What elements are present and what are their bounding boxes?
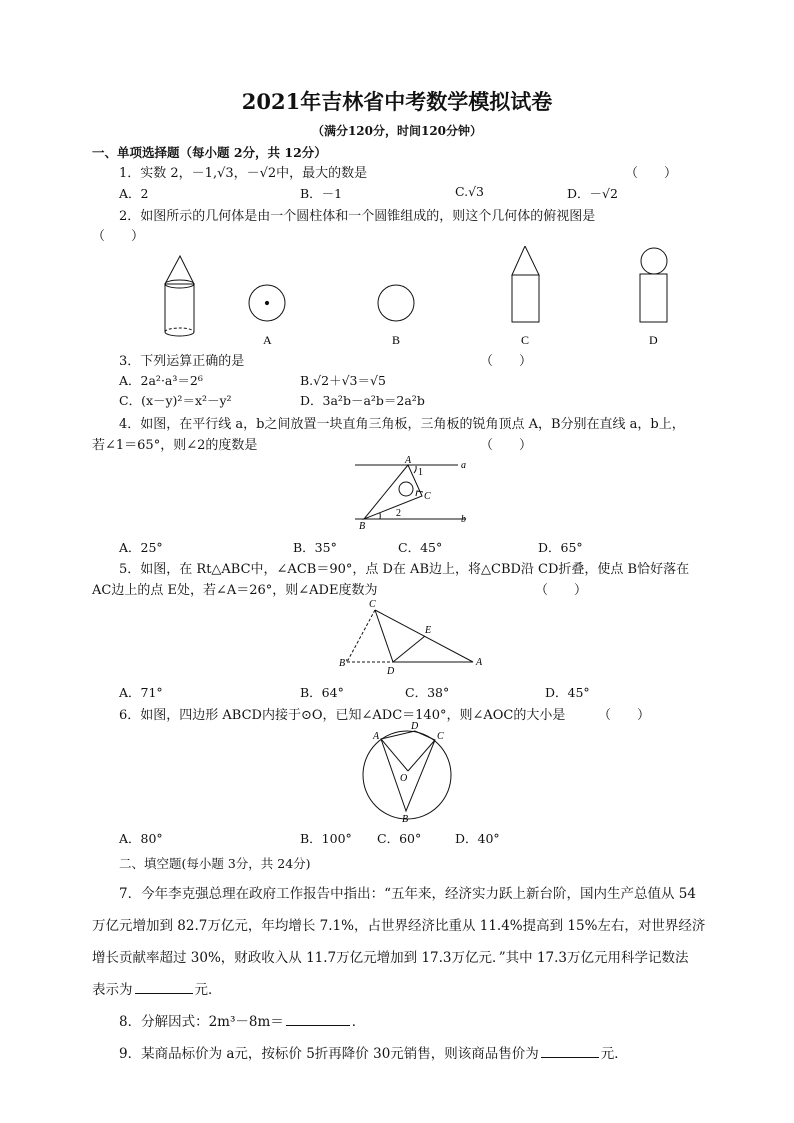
- q4-triangle: [364, 465, 422, 519]
- q2-option-c-view: [512, 246, 539, 322]
- page-subtitle: （满分120分，时间120分钟）: [311, 124, 483, 138]
- q3-option-d: D．3a²b－a²b＝2a²b: [300, 393, 425, 408]
- q3-option-a: A．2a²·a³＝2⁶: [119, 373, 203, 388]
- q6-figure: [360, 718, 460, 826]
- q2-solid-figure: [165, 256, 194, 336]
- q9-prefix: 9．某商品标价为 a元，按标价 5折再降价 30元销售，则该商品售价为: [119, 1046, 539, 1062]
- q1-answer-paren: （ ）: [625, 166, 678, 181]
- q4-label-1: 1: [418, 467, 423, 478]
- q2-label-c: C: [521, 333, 530, 347]
- q4-answer-paren: （ ）: [480, 438, 533, 453]
- q5-option-b: B．64°: [300, 685, 344, 700]
- q8-suffix: ．: [351, 1014, 366, 1030]
- q6-option-c: C．60°: [377, 831, 422, 846]
- q9-line: [119, 1042, 628, 1062]
- q2-option-b-view: [378, 285, 414, 321]
- q4-label-A: A: [405, 455, 412, 466]
- section-fill-heading: 二、填空题(每小题 3分，共 24分): [119, 856, 311, 871]
- q4-triangle-hole: [399, 482, 413, 496]
- q6-stem: 6．如图，四边形 ABCD内接于⊙O，已知∠ADC＝140°，则∠AOC的大小是: [119, 708, 566, 723]
- q3-option-c: C．(x－y)²＝x²－y²: [119, 393, 232, 408]
- q8-prefix: 8．分解因式：2m³－8m＝: [119, 1014, 284, 1030]
- q6-label-O: O: [400, 773, 408, 784]
- q8-line: [119, 1010, 365, 1030]
- q7-line4-suffix: 元．: [194, 982, 222, 998]
- q7-answer-blank[interactable]: [135, 981, 193, 994]
- q5-option-c: C．38°: [405, 685, 450, 700]
- q4-option-a: A．25°: [119, 540, 163, 555]
- q7-line2: 万亿元增加到 82.7万亿元，年均增长 7.1%，占世界经济比重从 11.4%提高到 15%左右，对世界经济: [92, 918, 706, 934]
- q4-option-b: B．35°: [293, 540, 337, 555]
- q4-stem-line2: 若∠1＝65°，则∠2的度数是: [92, 438, 258, 453]
- q4-stem-line1: 4．如图，在平行线 a，b之间放置一块直角三角板，三角板的锐角顶点 A，B分别在直线 a，b上，: [119, 417, 685, 432]
- q2-label-a: A: [263, 333, 272, 347]
- q2-figure: [150, 246, 690, 350]
- q5-option-a: A．71°: [119, 685, 163, 700]
- section-choice-heading: 一、单项选择题（每小题 2分，共 12分）: [92, 145, 327, 160]
- q5-stem-line1: 5．如图，在 Rt△ABC中，∠ACB＝90°，点 D在 AB边上，将△CBD沿 CD折叠，使点 B恰好落在: [119, 562, 690, 577]
- q2-label-d: D: [649, 333, 658, 347]
- q5-label-C: C: [369, 599, 376, 610]
- q5-option-d: D．45°: [545, 685, 590, 700]
- q5-label-E: E: [425, 625, 432, 636]
- q7-line1: 7．今年李克强总理在政府工作报告中指出：“五年来，经济实力跃上新台阶，国内生产总值从 54: [119, 886, 696, 902]
- q5-figure: [335, 595, 495, 681]
- q6-answer-paren: （ ）: [598, 708, 651, 723]
- q8-answer-blank[interactable]: [286, 1013, 350, 1026]
- q5-label-A: A: [476, 657, 483, 668]
- q1-option-d: D．－√2: [567, 186, 618, 201]
- q4-label-b: b: [461, 514, 466, 525]
- q3-stem: 3．下列运算正确的是: [119, 354, 245, 369]
- q2-stem-line1: 2．如图所示的几何体是由一个圆柱体和一个圆锥组成的，则这个几何体的俯视图是: [119, 209, 596, 224]
- q2-label-b: B: [392, 333, 401, 347]
- q7-line3: 增长贡献率超过 30%，财政收入从 11.7万亿元增加到 17.3万亿元．”其中 17.3万亿元用科学记数法: [92, 950, 689, 966]
- q4-option-c: C．45°: [398, 540, 443, 555]
- q3-answer-paren: （ ）: [480, 354, 533, 369]
- q5-label-B: B': [339, 658, 348, 669]
- q6-label-D: D: [411, 721, 419, 732]
- page-title: 2021年吉林省中考数学模拟试卷: [241, 89, 553, 114]
- q2-option-a-view: [249, 285, 285, 321]
- q1-option-b: B．－1: [300, 186, 343, 201]
- q2-option-d-view: [640, 248, 667, 322]
- q4-figure: [350, 453, 490, 533]
- q4-label-B: B: [359, 521, 366, 532]
- q3-option-b: B.√2＋√3＝√5: [300, 373, 386, 388]
- q6-label-A: A: [373, 731, 380, 742]
- q5-answer-paren: （ ）: [535, 583, 588, 598]
- q6-option-b: B．100°: [300, 831, 352, 846]
- q6-label-B: B: [402, 814, 409, 825]
- q6-option-a: A．80°: [119, 831, 163, 846]
- q5-label-D: D: [387, 666, 395, 677]
- q1-stem: 1．实数 2，－1,√3，－√2中，最大的数是: [119, 166, 368, 181]
- q6-label-C: C: [437, 731, 444, 742]
- q1-option-a: A．2: [119, 186, 149, 201]
- q4-label-C: C: [424, 491, 431, 502]
- q9-suffix: 元．: [600, 1046, 628, 1062]
- q4-label-2: 2: [396, 508, 401, 519]
- q5-stem-line2: AC边上的点 E处，若∠A＝26°，则∠ADE度数为: [92, 583, 378, 598]
- q2-answer-paren: （ ）: [92, 229, 145, 244]
- q4-option-d: D．65°: [538, 540, 583, 555]
- q7-line4-prefix: 表示为: [92, 982, 133, 998]
- q7-line4: [92, 978, 222, 998]
- q1-option-c: C.√3: [455, 184, 485, 199]
- q6-option-d: D．40°: [455, 831, 500, 846]
- q9-answer-blank[interactable]: [541, 1045, 599, 1058]
- q4-label-a: a: [461, 460, 466, 471]
